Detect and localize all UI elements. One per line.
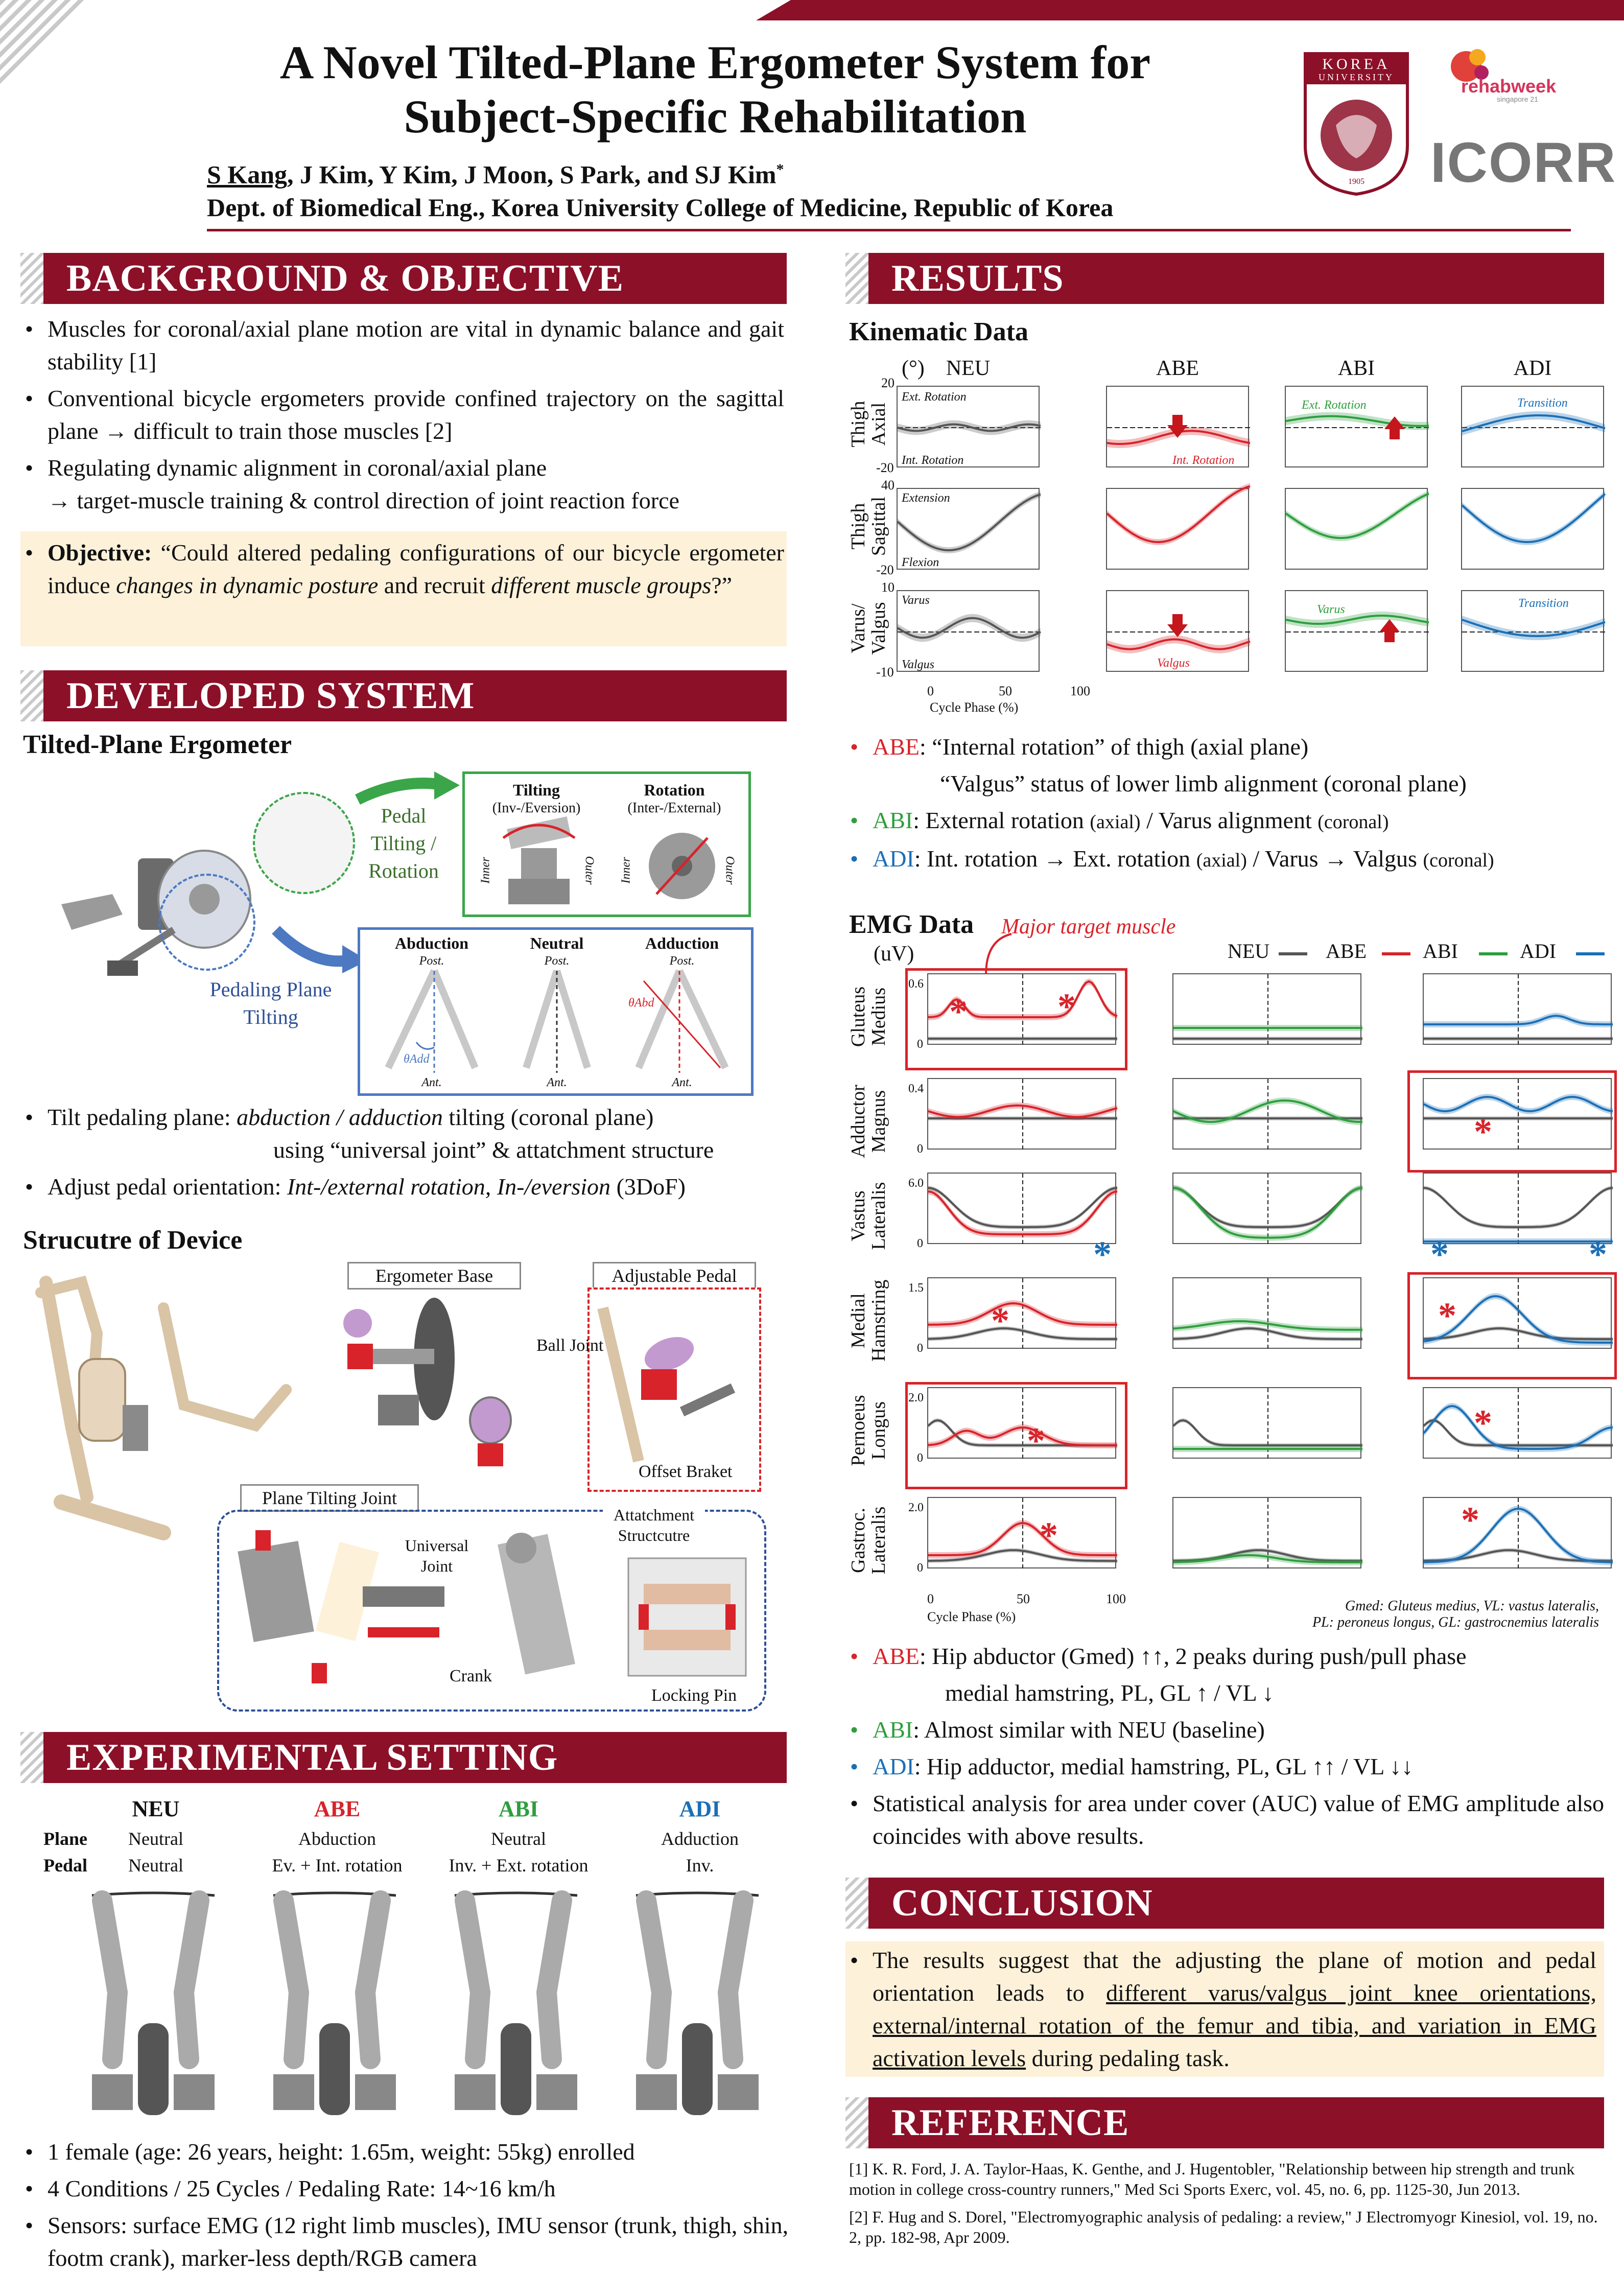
condition-name-neu: NEU [132,1796,180,1821]
rehabweek-logo [1446,46,1563,102]
emg-yzero: 0 [917,1451,923,1465]
dev-bullet-1: • Tilt pedaling plane: abduction / adduction tilting (coronal plane) [23,1101,789,1134]
row-plane-label: Plane [43,1829,87,1849]
kin-col-abi: ABI [1337,357,1375,380]
conclusion-heading: CONCLUSION [891,1882,1153,1924]
korea-university-logo [1300,49,1413,197]
emg-row-label: Gluteus Medius [848,986,889,1047]
ergometer-subheading: Tilted-Plane Ergometer [23,730,292,759]
significance-star: * [1474,1111,1492,1152]
offset-pedal-drawing [460,1395,521,1477]
emg-plot-1-1 [1172,1078,1361,1150]
emg-adi: • ADI: Hip adductor, medial hamstring, PL, GL ↑↑ / VL ↓↓ [850,1753,1414,1779]
kin-xtick: 100 [1070,684,1090,698]
korea-logo-top: KOREA [1322,56,1391,73]
ant-label-2: Ant. [547,1076,567,1089]
emg-xtick: 50 [1017,1591,1030,1606]
rotation-joint-illustration [641,823,723,909]
kin-ann-int: Int. Rotation [902,454,964,467]
kinematic-subheading: Kinematic Data [849,317,1028,346]
red-arrow-up-icon [1379,619,1400,642]
emg-plot-0-2 [1423,973,1612,1045]
subject-drawing-1 [273,1893,396,2115]
condition-pedal-neu: Neutral [128,1855,183,1876]
emg-row-label: Pernoeus Longus [848,1395,889,1466]
major-target-label: Major target muscle [1001,915,1176,939]
dev-bullet-1-cont: using “universal joint” & attatchment structure [273,1137,714,1163]
theta-add-label: θAdd [404,1052,430,1066]
kin-plot-1-1 [1106,488,1249,570]
dev-heading: DEVELOPED SYSTEM [66,675,475,717]
post-label-2: Post. [544,954,570,968]
emg-bullets [848,1640,1604,1853]
emg-abe-cont: medial hamstring, PL, GL ↑ / VL ↓ [945,1680,1274,1706]
reference-heading: REFERENCE [891,2102,1129,2144]
significance-star: * [1057,986,1076,1027]
post-label-3: Post. [669,954,695,968]
kin-ann-varus-abi: Varus [1317,603,1345,616]
structure-subheading: Strucutre of Device [23,1226,243,1255]
exp-bullet-3: • Sensors: surface EMG (12 right limb muscles), IMU sensor (trunk, thigh, shin, footm crank), marker-less depth/RGB camera [23,2209,789,2275]
neutral-title: Neutral [530,934,584,952]
significance-star: * [1589,1234,1607,1275]
objective-text [23,536,784,606]
condition-name-abe: ABE [314,1796,361,1821]
emg-yzero: 0 [917,1237,923,1250]
korea-logo-bottom: UNIVERSITY [1319,72,1394,82]
kin-row-label: Thigh Sagittal [848,496,889,556]
presenting-author: S Kang [207,160,288,189]
major-target-box-3 [905,1382,1127,1489]
adduction-title: Adduction [645,934,719,952]
rehabweek-sub: singapore 21 [1497,95,1538,103]
plane-tilting-label: Pedaling Plane Tilting [209,978,332,1028]
abduction-diagram [378,971,485,1073]
kin-ymin: -20 [876,563,894,577]
kin-col-neu: NEU [946,357,991,380]
condition-pedal-adi: Inv. [686,1855,714,1876]
significance-star: * [1438,1295,1456,1336]
bg-bullet-1: • Muscles for coronal/axial plane motion are vital in dynamic balance and gait stability [1] [23,313,784,378]
legend-label-adi: ADI [1520,940,1557,963]
significance-star: * [991,1300,1009,1341]
bg-bullet-3: • Regulating dynamic alignment in coronal/axial plane [23,452,784,484]
emg-abe: • ABE: Hip abductor (Gmed) ↑↑, 2 peaks during push/pull phase [850,1643,1467,1669]
degree-unit: (°) [902,357,925,380]
bg-bullets [23,313,784,517]
kin-row-label: Varus/ Valgus [848,602,889,655]
subject-drawing-3 [636,1893,759,2115]
subject-drawings [72,1890,766,2136]
theta-abd-label: θAbd [628,996,654,1010]
kin-ann-valgus: Valgus [902,658,935,671]
major-target-box-1 [1407,1070,1617,1173]
bg-bullet-3-cont: → target-muscle training & control direction of joint reaction force [48,487,679,513]
significance-star: * [1027,1420,1045,1461]
ball-joint-label: Ball Joint [536,1336,604,1355]
emg-stat: • Statistical analysis for area under cover (AUC) value of EMG amplitude also coincides with above results. [850,1790,1604,1849]
kin-ann-varus: Varus [902,594,930,607]
exp-bullet-1: • 1 female (age: 26 years, height: 1.65m, weight: 55kg) enrolled [23,2136,789,2168]
legend-line-adi [1576,952,1605,955]
emg-yzero: 0 [917,1342,923,1355]
emg-ytop: 1.5 [908,1281,924,1295]
emg-plot-0-1 [1172,973,1361,1045]
legend-label-abi: ABI [1423,940,1458,963]
adjustable-pedal-label: Adjustable Pedal [593,1262,756,1290]
kin-ann-valgus-abe: Valgus [1157,657,1190,670]
legend-label-abe: ABE [1326,940,1367,963]
kin-plot-2-2 [1285,590,1428,672]
adduction-diagram [628,971,736,1073]
significance-star: * [1040,1515,1058,1556]
post-label-1: Post. [419,954,444,968]
legend-line-abe [1382,952,1410,955]
significance-star: * [1093,1234,1112,1275]
kin-plot-0-2 [1285,386,1428,467]
emg-ytop: 2.0 [908,1391,924,1404]
kin-xtick: 0 [927,684,934,698]
kin-xtick: 50 [999,684,1012,698]
red-arrow-down-icon [1167,415,1188,438]
condition-plane-adi: Adduction [661,1829,739,1849]
emg-xtick: 0 [927,1591,934,1606]
locking-pin-label: Locking Pin [651,1686,737,1705]
legend-label-neu: NEU [1228,940,1270,963]
authors [207,153,1113,224]
emg-plot-3-0 [927,1277,1116,1349]
emg-yzero: 0 [917,1561,923,1575]
emg-unit: (uV) [874,942,914,966]
universal-joint-label: Universal Joint [405,1536,469,1575]
kin-abi: • ABI: External rotation (axial) / Varus alignment (coronal) [850,807,1389,833]
icorr-logo: ICORR [1430,131,1617,194]
ant-label-3: Ant. [672,1076,692,1089]
objective-bullet: • Objective: “Could altered pedaling configurations of our bicycle ergometer induce changes in dynamic posture and recruit different muscle groups?” [23,536,784,602]
exp-bullets [23,2136,789,2279]
dev-bullet-2: • Adjust pedal orientation: Int-/external rotation, In-/eversion (3DoF) [23,1170,789,1203]
emg-row-label: Gastroc. Lateralis [848,1506,889,1575]
blue-arrow-icon [276,925,368,971]
kin-ann-trans-adi2: Transition [1518,597,1569,610]
bg-bullet-2: • Conventional bicycle ergometers provide confined trajectory on the sagittal plane → difficult to train those muscles [2] [23,382,784,448]
red-arrow-up-icon [1384,416,1405,439]
emg-footnote-1: Gmed: Gluteus medius, VL: vastus lateralis, [1345,1598,1599,1614]
emg-yzero: 0 [917,1038,923,1051]
tilting-title: Tilting [513,781,560,799]
poster-title-line1: A Novel Tilted-Plane Ergometer System for [279,36,1151,88]
emg-plot-2-0 [927,1173,1116,1244]
condition-name-abi: ABI [498,1796,539,1821]
condition-plane-abe: Abduction [298,1829,376,1849]
attatchment-structure-drawing [490,1528,756,1696]
crank-label: Crank [450,1667,492,1685]
outer-label-1: Outer [582,856,596,885]
dev-bullets [23,1101,789,1207]
significance-star: * [1461,1500,1479,1540]
reference-2: [2] F. Hug and S. Dorel, "Electromyographic analysis of pedaling: a review," J Electromyogr Kinesiol, vol. 19, no. 2, pp. 182-98, Apr 2009. [849,2208,1598,2246]
tilting-sub: (Inv-/Eversion) [492,800,581,816]
emg-abi: • ABI: Almost similar with NEU (baseline) [850,1717,1265,1743]
emg-plot-2-2 [1423,1173,1612,1244]
emg-plot-4-1 [1172,1387,1361,1459]
emg-plot-2-1 [1172,1173,1361,1244]
kin-ymax: 40 [881,478,895,493]
subject-drawing-0 [92,1893,215,2115]
rehabweek-text: rehabweek [1461,76,1557,97]
emg-x-label: Cycle Phase (%) [927,1609,1016,1624]
emg-plot-5-2 [1423,1497,1612,1568]
references [849,2159,1600,2247]
neutral-diagram [506,971,608,1073]
kin-row-label: Thigh Axial [848,401,889,448]
emg-plot-4-2 [1423,1387,1612,1459]
conclusion-bullet: • The results suggest that the adjusting the plane of motion and pedal orientation leads to different varus/valgus joint knee orientations, external/internal rotation of the femur and tibia, and variation in EMG activation levels during pedaling task. [848,1944,1596,2075]
attatchment-label: Attatchment Structcutre [603,1505,705,1545]
plane-zoom-circle [158,874,255,971]
emg-row-label: Adductor Magnus [848,1085,889,1158]
significance-star: * [1474,1402,1492,1443]
reference-1: [1] K. R. Ford, J. A. Taylor-Haas, K. Genthe, and J. Hugentobler, "Relationship between hip strength and trunk motion in college cross-country runners," Med Sci Sports Exerc, vol. 45, no. 6, pp. 1125-30, Jun 2013. [849,2160,1575,2198]
emg-ytop: 0.6 [908,977,924,991]
kin-bullets [848,731,1604,877]
kin-x-label: Cycle Phase (%) [930,700,1019,715]
green-arrow-icon [358,769,460,810]
emg-plot-5-0 [927,1497,1116,1568]
rotation-sub: (Inter-/External) [627,800,721,816]
condition-pedal-abe: Ev. + Int. rotation [272,1855,403,1876]
bg-heading: BACKGROUND & OBJECTIVE [66,257,624,299]
header-underline [207,229,1571,231]
kin-ymin: -20 [876,460,894,475]
plane-tilting-joint-label: Plane Tilting Joint [240,1484,419,1512]
emg-plot-3-1 [1172,1277,1361,1349]
inner-label-2: Inner [619,857,633,884]
emg-row-label: Medial Hamstring [848,1279,889,1362]
kin-col-adi: ADI [1513,357,1552,380]
emg-xtick: 100 [1106,1591,1126,1606]
poster-title-line2: Subject-Specific Rehabilitation [404,90,1027,143]
emg-ytop: 6.0 [908,1177,924,1190]
objective-label: Objective: [48,540,152,566]
subject-drawing-2 [455,1893,577,2115]
kin-ann-extension: Extension [902,491,950,505]
ergometer-base-label: Ergometer Base [347,1262,521,1290]
abduction-title: Abduction [394,934,469,952]
co-authors: , J Kim, Y Kim, J Moon, S Park, and SJ Kim [287,160,776,189]
legend-line-neu [1279,952,1307,955]
kin-plot-1-2 [1285,488,1428,570]
major-target-box-0 [905,968,1127,1070]
kin-ymax: 20 [881,376,895,390]
emg-plot-5-1 [1172,1497,1361,1568]
results-heading: RESULTS [891,257,1064,299]
legend-line-abi [1479,952,1508,955]
rotation-title: Rotation [644,781,705,799]
significance-star: * [1430,1234,1449,1275]
kin-plot-1-3 [1461,488,1604,570]
korea-logo-year: 1905 [1348,177,1364,186]
row-pedal-label: Pedal [43,1855,87,1876]
ant-label-1: Ant. [421,1076,442,1089]
kin-adi: • ADI: Int. rotation → Ext. rotation (axial) / Varus → Valgus (coronal) [850,846,1494,872]
outer-label-2: Outer [723,856,737,885]
offset-braket-label: Offset Braket [639,1462,733,1481]
emg-row-label: Vastus Lateralis [848,1182,889,1250]
red-arrow-down-icon [1167,614,1188,637]
kin-abe: • ABE: “Internal rotation” of thigh (axial plane) [850,734,1309,760]
corresponding-mark: * [776,161,784,178]
kin-ann-ext-abi: Ext. Rotation [1302,399,1367,412]
emg-subheading: EMG Data [849,910,974,939]
emg-yzero: 0 [917,1142,923,1156]
condition-pedal-abi: Inv. + Ext. rotation [449,1855,589,1876]
condition-plane-neu: Neutral [128,1829,183,1849]
kin-ymax: 10 [881,580,895,595]
tilting-joint-illustration [498,823,580,909]
emg-plot-1-0 [927,1078,1116,1150]
condition-plane-abi: Neutral [491,1829,546,1849]
kin-ann-int-abe: Int. Rotation [1172,454,1235,467]
kin-col-abe: ABE [1156,357,1199,380]
emg-ytop: 0.4 [908,1082,924,1095]
exp-heading: EXPERIMENTAL SETTING [66,1737,558,1778]
emg-ytop: 2.0 [908,1501,924,1514]
kin-ann-trans-adi: Transition [1517,396,1568,410]
kin-ymin: -10 [876,665,894,680]
header-top-bar [756,0,1624,20]
conclusion-text [848,1944,1596,2079]
pedal-zoom-circle [253,792,355,894]
affiliation: Dept. of Biomedical Eng., Korea University College of Medicine, Republic of Korea [207,193,1114,222]
kin-ann-flexion: Flexion [902,556,939,569]
pedal-tilting-label: Pedal Tilting / Rotation [368,804,439,882]
kin-ann-ext: Ext. Rotation [902,390,967,404]
adjustable-pedal-drawing [598,1298,751,1471]
kin-abe-cont: “Valgus” status of lower limb alignment (coronal plane) [940,770,1467,796]
emg-footnote-2: PL: peroneus longus, GL: gastrocnemius lateralis [1312,1614,1599,1630]
significance-star: * [949,991,968,1032]
condition-name-adi: ADI [679,1796,721,1821]
inner-label-1: Inner [479,857,492,884]
exp-bullet-2: • 4 Conditions / 25 Cycles / Pedaling Rate: 14~16 km/h [23,2172,789,2205]
